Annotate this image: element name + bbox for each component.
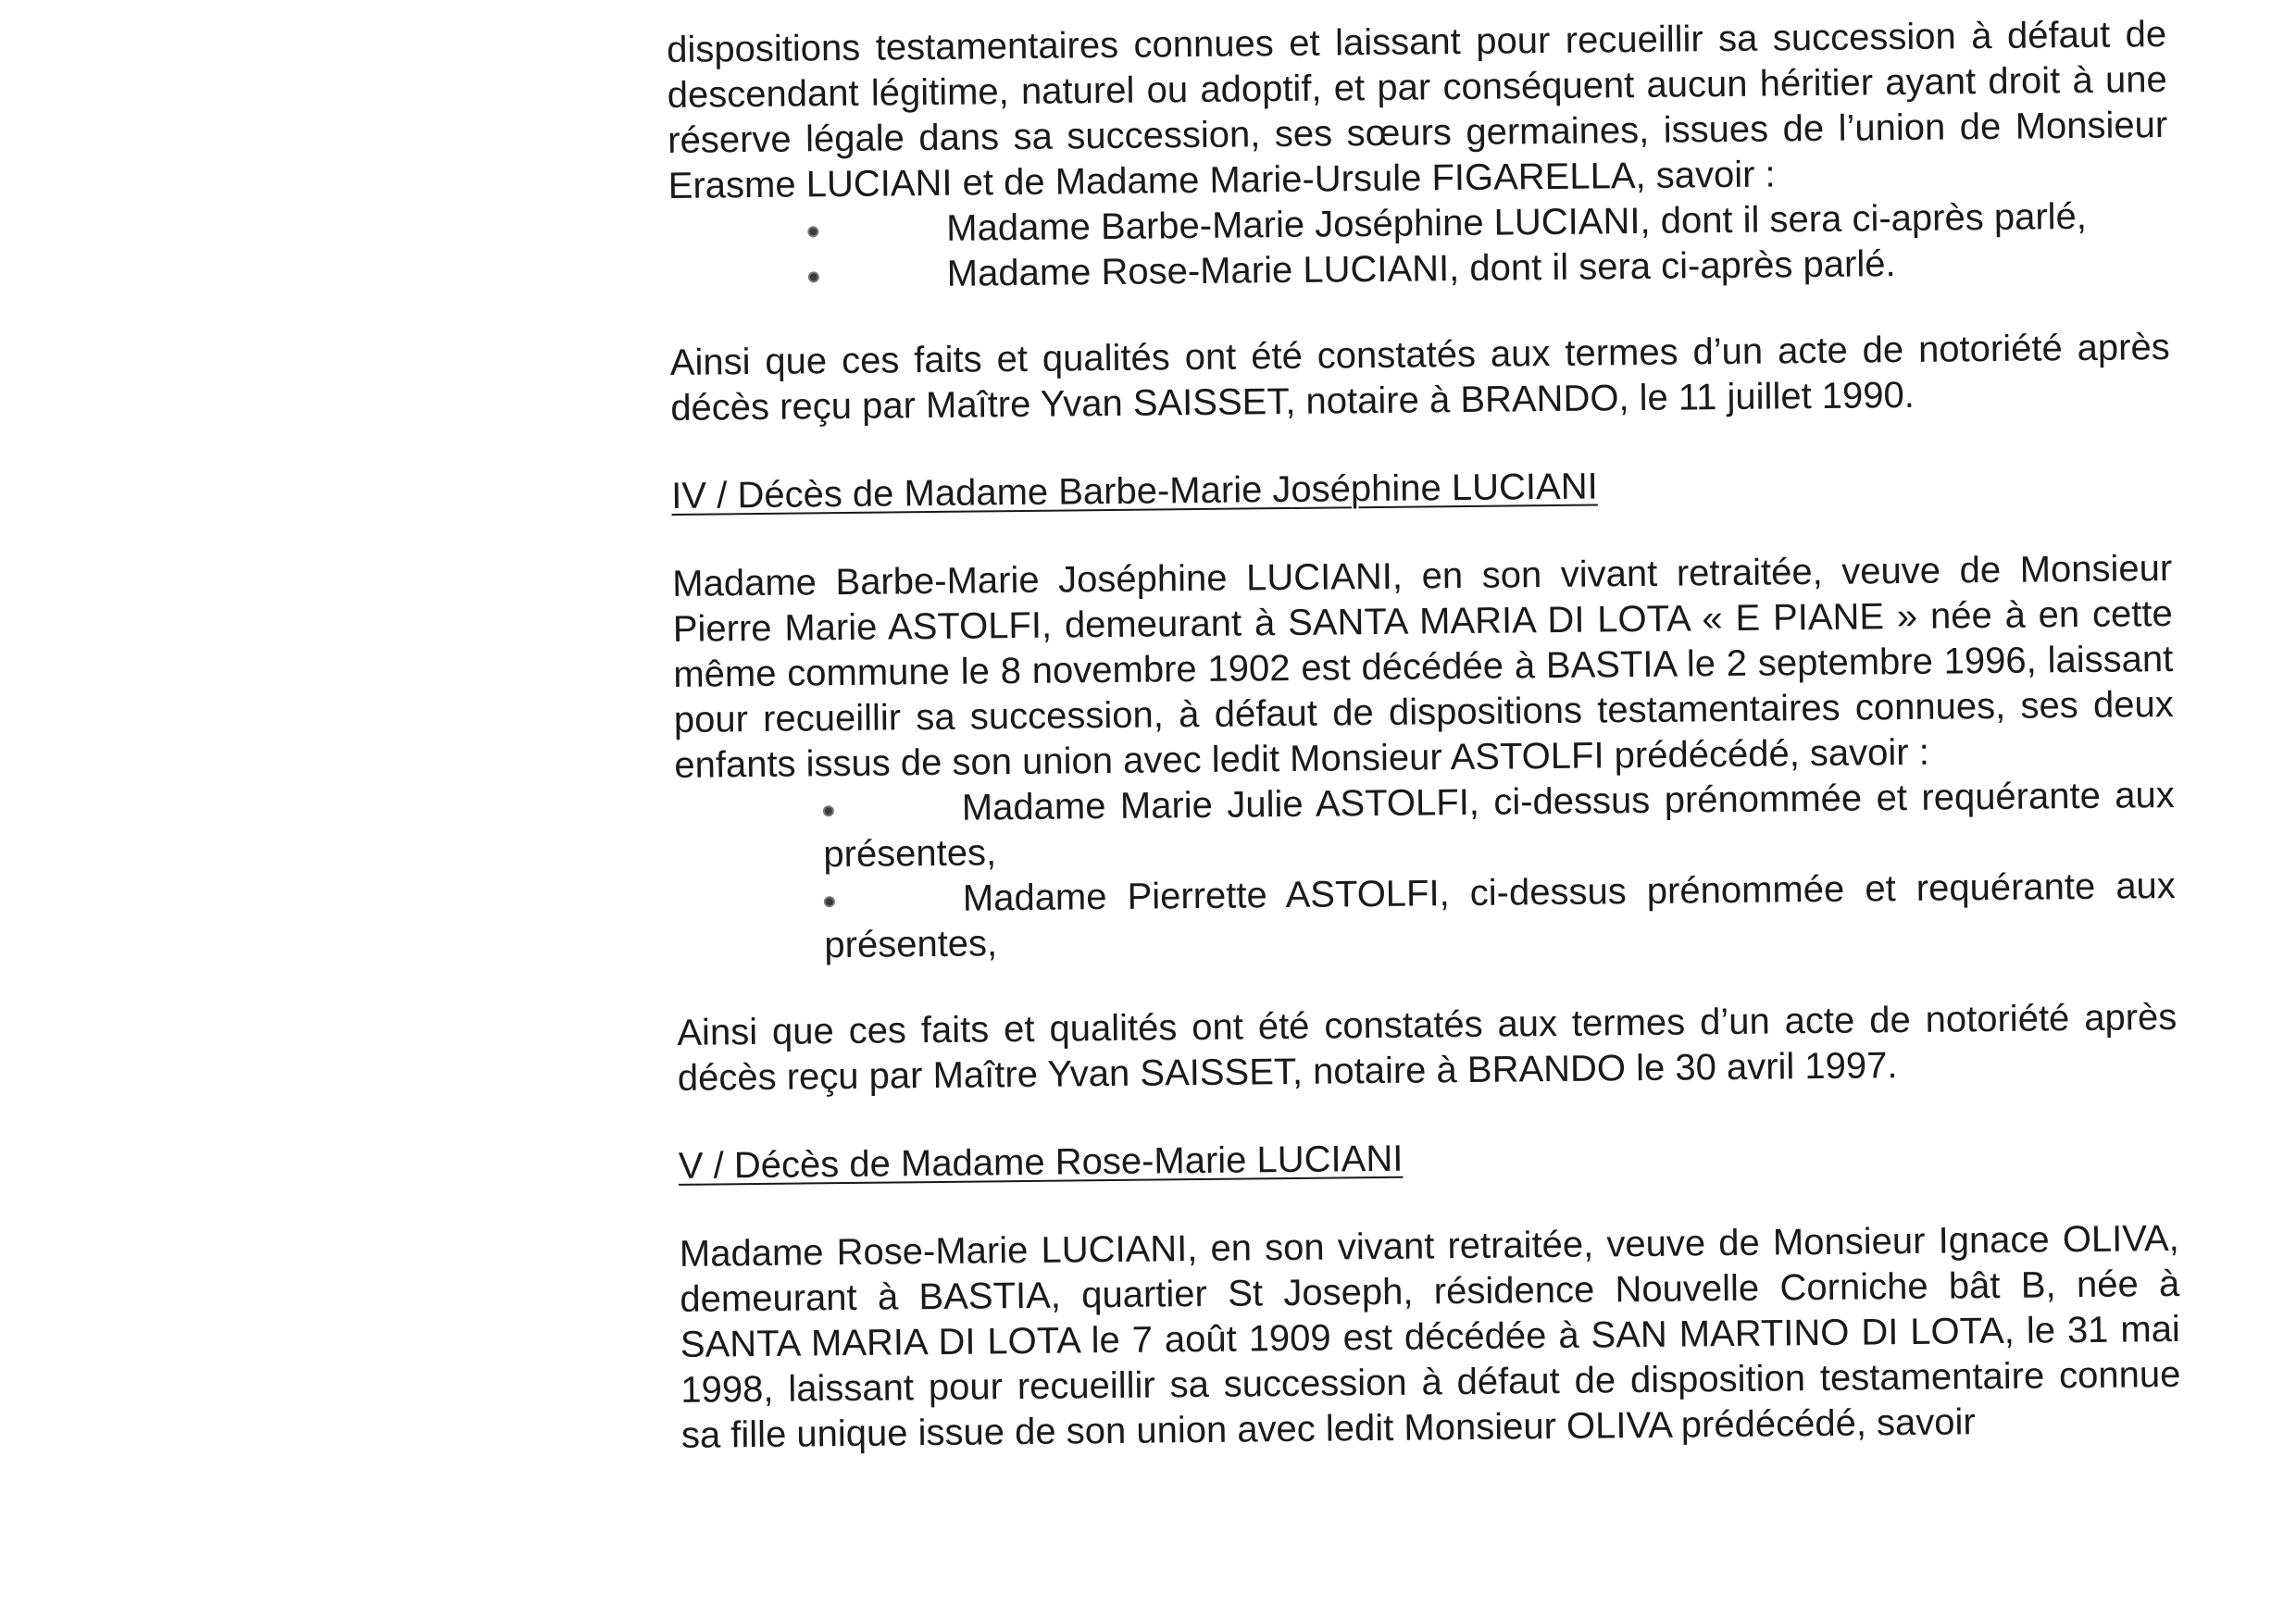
bullet-icon [807, 226, 818, 237]
list-item: Madame Barbe-Marie Joséphine LUCIANI, dont il sera ci-après parlé, [668, 193, 2168, 255]
list-item: Madame Pierrette ASTOLFI, ci-dessus prénommée et requérante aux présentes, [824, 865, 2177, 966]
bullet-icon [823, 805, 834, 816]
heirs-list-2 [675, 773, 2177, 970]
notoriety-paragraph-1: Ainsi que ces faits et qualités ont été constatés aux termes d’un acte de notoriété après décès reçu par Maître Yvan SAISSET, notaire à BRANDO, le 11 juillet 1990. [669, 327, 2170, 429]
list-item: Madame Marie Julie ASTOLFI, ci-dessus prénommée et requérante aux présentes, [823, 774, 2176, 876]
section-v-paragraph: Madame Rose-Marie LUCIANI, en son vivant retraitée, veuve de Monsieur Ignace OLIVA, demeurant à BASTIA, quartier St Joseph, résidence Nouvelle Corniche bât B, née à SANTA MARIA DI LOTA le 7 août 1909 est décédée à SAN MARTINO DI LOTA, le 31 mai 1998, laissant pour recueillir sa succession à défaut de disposition testamentaire connue sa fille unique issue de son union avec ledit Monsieur OLIVA prédécédé, savoir [679, 1217, 2181, 1456]
list-item: Madame Rose-Marie LUCIANI, dont il sera ci-après parlé. [669, 239, 2169, 300]
intro-paragraph: dispositions testamentaires connues et laissant pour recueillir sa succession à défaut de descendant légitime, naturel ou adoptif, et par conséquent aucun héritier ayant droit à une réserve légale dans sa succession, ses sœurs germaines, issues de l’union de Monsieur Erasme LUCIANI et de Madame Marie-Ursule FIGARELLA, savoir : [667, 14, 2168, 206]
bullet-icon [808, 271, 819, 282]
heirs-list-1 [668, 193, 2169, 300]
section-iv-heading: IV / Décès de Madame Barbe-Marie Joséphine LUCIANI [671, 466, 1598, 517]
section-v-heading: V / Décès de Madame Rose-Marie LUCIANI [678, 1138, 1404, 1187]
bullet-icon [824, 896, 835, 907]
document-text [667, 12, 2181, 1459]
notoriety-paragraph-2: Ainsi que ces faits et qualités ont été constatés aux termes d’un acte de notoriété après décès reçu par Maître Yvan SAISSET, notaire à BRANDO le 30 avril 1997. [677, 996, 2177, 1099]
section-iv-paragraph: Madame Barbe-Marie Joséphine LUCIANI, en son vivant retraitée, veuve de Monsieur Pierre Marie ASTOLFI, demeurant à SANTA MARIA DI LOTA « E PIANE » née à en cette même commune le 8 novembre 1902 est décédée à BASTIA le 2 septembre 1996, laissant pour recueillir sa succession, à défaut de dispositions testamentaires connues, ses deux enfants issus de son union avec ledit Monsieur ASTOLFI prédécédé, savoir : [672, 548, 2174, 786]
